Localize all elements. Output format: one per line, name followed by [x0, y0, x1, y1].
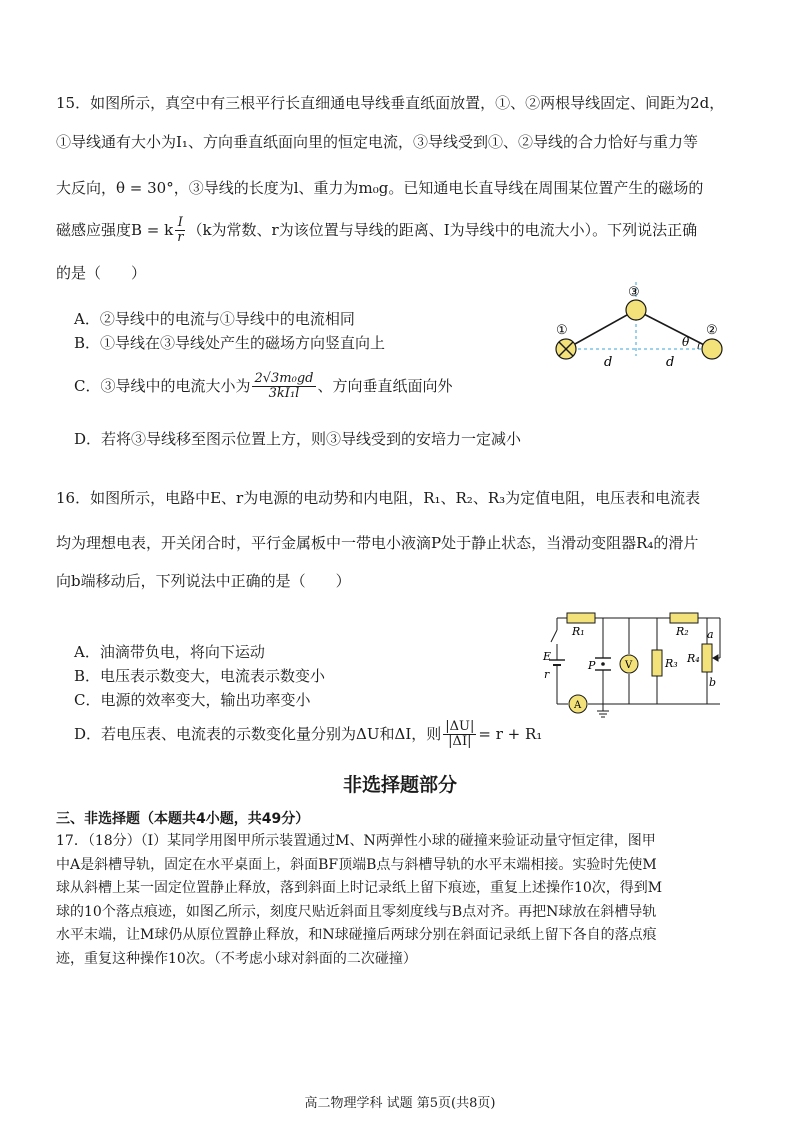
q15-option-d: D．若将③导线移至图示位置上方，则③导线受到的安培力一定减小	[74, 430, 522, 448]
wire2-to-wire3-line	[636, 310, 712, 349]
q15-optc-pre: C．③导线中的电流大小为	[74, 376, 251, 395]
q15-optc-num: 2√3m₀gd	[254, 371, 314, 386]
q17-line4: 球的10个落点痕迹，如图乙所示，刻度尺贴近斜面且零刻度线与B点对齐。再把N球放在斜槽导轨	[56, 903, 657, 920]
r2-resistor	[670, 613, 698, 623]
wire1-to-wire3-line	[566, 310, 636, 349]
q17-line6: 迹，重复这种操作10次。（不考虑小球对斜面的二次碰撞）	[56, 950, 417, 967]
d-left-label: d	[604, 355, 613, 370]
q15-line1: 15．如图所示，真空中有三根平行长直细通电导线垂直纸面放置，①、②两根导线固定、间距为2d，	[56, 94, 725, 112]
q16-circuit-figure	[535, 608, 745, 723]
q15-option-a: A．②导线中的电流与①导线中的电流相同	[74, 310, 355, 328]
wire3-circle	[626, 300, 646, 320]
q16-optd-den: |ΔI|	[448, 734, 472, 750]
v-label: V	[625, 660, 633, 671]
r1-resistor	[567, 613, 595, 623]
q15-optc-den: 3kI₁l	[268, 386, 300, 402]
r4-label: R₄	[687, 652, 700, 665]
q15-line4	[56, 216, 697, 246]
q16-option-c: C．电源的效率变大，输出功率变小	[74, 691, 311, 709]
theta-arc	[698, 342, 700, 349]
wire3-label: ③	[628, 285, 640, 300]
q15-line4-pre: 磁感应强度B = k	[56, 220, 174, 239]
r-label: r	[544, 668, 550, 681]
switch	[551, 630, 557, 642]
wire2-circle	[702, 339, 722, 359]
q16-option-a: A．油滴带负电，将向下运动	[74, 643, 265, 661]
q16-optd-num: |ΔU|	[445, 719, 475, 734]
r1-label: R₁	[572, 625, 585, 638]
section-title: 非选择题部分	[342, 774, 457, 796]
q16-optd-post: = r + R₁	[478, 724, 543, 743]
q15-line5: 的是（ ）	[56, 264, 147, 282]
q15-frac-den: r	[177, 230, 184, 246]
q17-line5: 水平末端，让M球仍从原位置静止释放，和N球碰撞后两球分别在斜面记录纸上留下各自的落点痕	[56, 927, 657, 943]
q15-optc-fraction	[252, 372, 315, 402]
q16-optd-pre: D．若电压表、电流表的示数变化量分别为ΔU和ΔI，则	[74, 724, 442, 743]
q17-line1: 17．（18分）（I）某同学用图甲所示装置通过M、N两弹性小球的碰撞来验证动量守恒定律，图甲	[56, 833, 656, 849]
q15-frac-num: I	[175, 216, 185, 231]
wire1-label: ①	[556, 323, 568, 338]
section-subtitle: 三、非选择题（本题共4小题，共49分）	[56, 811, 310, 827]
oil-droplet	[601, 662, 605, 666]
e-label: E	[543, 650, 552, 663]
q16-line1: 16．如图所示，电路中E、r为电源的电动势和内电阻，R₁、R₂、R₃为定值电阻，电压表和电流表	[56, 489, 701, 507]
r3-label: R₃	[665, 657, 678, 670]
a-meter-label: A	[574, 700, 582, 711]
wire2-label: ②	[706, 323, 718, 338]
q16-line2: 均为理想电表，开关闭合时，平行金属板中一带电小液滴P处于静止状态，当滑动变阻器R₄的滑片	[56, 534, 699, 552]
q16-option-d	[74, 720, 542, 750]
q17-line3: 球从斜槽上某一固定位置静止释放，落到斜面上时记录纸上留下痕迹，重复上述操作10次，得到M	[56, 880, 663, 896]
r3-resistor	[652, 650, 662, 676]
q15-option-c	[74, 372, 453, 402]
r4-rheostat	[702, 644, 712, 672]
q15-line3: 大反向，θ = 30°，③导线的长度为l、重力为m₀g。已知通电长直导线在周围某位置产生的磁场的	[56, 179, 704, 197]
q17-paragraph	[56, 830, 746, 971]
q15-formula-fraction	[175, 216, 185, 246]
p-label: P	[588, 659, 596, 672]
q15-optc-post: 、方向垂直纸面向外	[317, 376, 453, 395]
q16-line3: 向b端移动后，下列说法中正确的是（ ）	[56, 572, 351, 590]
page-footer: 高二物理学科 试题 第5页(共8页)	[304, 1096, 496, 1111]
q16-optd-fraction	[443, 720, 476, 750]
q15-line4-post: （k为常数、r为该位置与导线的距离、I为导线中的电流大小）。下列说法正确	[187, 220, 698, 239]
d-right-label: d	[666, 355, 675, 370]
a-terminal-label: a	[707, 628, 714, 641]
q16-option-b: B．电压表示数变大，电流表示数变小	[74, 667, 326, 685]
q15-line2: ①导线通有大小为I₁、方向垂直纸面向里的恒定电流，③导线受到①、②导线的合力恰好与重力等	[56, 133, 698, 151]
b-terminal-label: b	[709, 676, 717, 689]
q15-figure	[548, 282, 748, 377]
q15-option-b: B．①导线在③导线处产生的磁场方向竖直向上	[74, 334, 386, 352]
theta-label: θ	[682, 335, 690, 349]
r2-label: R₂	[676, 625, 689, 638]
q17-line2: 中A是斜槽导轨，固定在水平桌面上，斜面BF顶端B点与斜槽导轨的水平末端相接。实验时先使M	[56, 856, 657, 873]
